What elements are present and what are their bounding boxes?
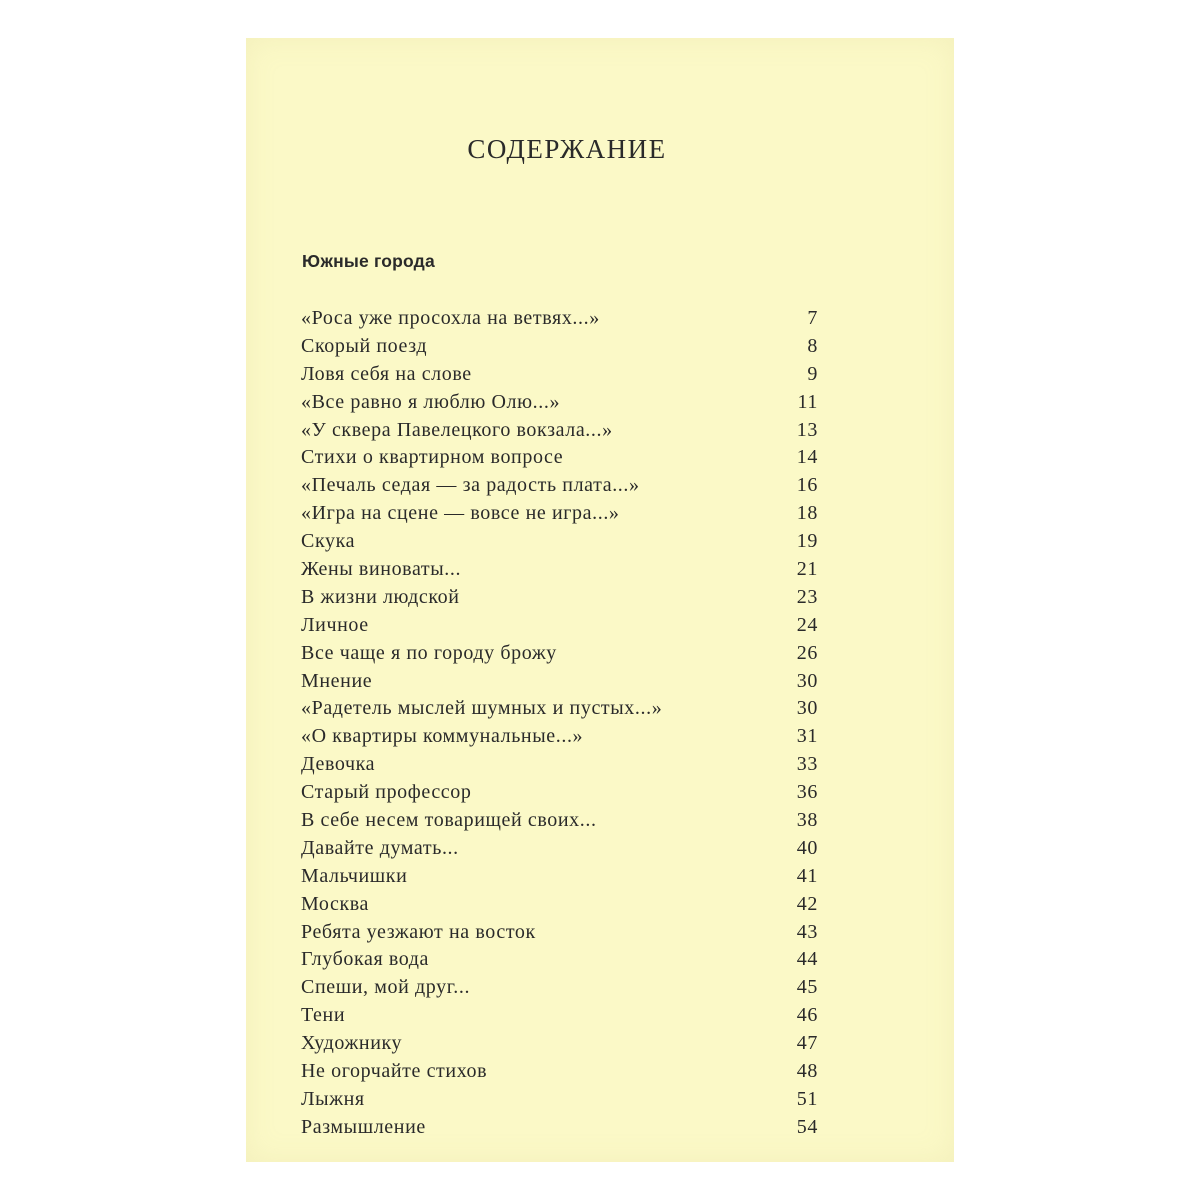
toc-entry-title: Давайте думать...	[301, 836, 459, 859]
toc-entry	[301, 807, 818, 835]
toc-entry	[301, 389, 818, 417]
toc-entry-page: 16	[796, 474, 818, 497]
toc-entry-title: Спеши, мой друг...	[301, 976, 471, 999]
toc-entry	[301, 723, 818, 751]
toc-entry-page: 45	[796, 976, 818, 999]
toc-entry-title: Размышление	[301, 1115, 426, 1138]
toc-entry-page: 21	[796, 558, 818, 581]
toc-entry	[301, 500, 818, 528]
toc-entry-title: Мальчишки	[301, 864, 408, 887]
toc-entry	[301, 1086, 818, 1114]
toc-entry	[301, 974, 818, 1002]
toc-entry-page: 33	[796, 753, 818, 776]
toc-entry	[301, 919, 818, 947]
toc-entry	[301, 333, 818, 361]
toc-entry-title: В себе несем товарищей своих...	[301, 809, 597, 832]
toc-entry-title: Глубокая вода	[301, 948, 430, 971]
toc-entry-title: Мнение	[301, 669, 373, 692]
toc-entry	[301, 1002, 818, 1030]
toc-entry	[301, 556, 818, 584]
toc-entry	[301, 612, 818, 640]
toc-entry-title: «О квартиры коммунальные...»	[301, 725, 584, 748]
toc-entry-page: 26	[796, 641, 818, 664]
toc-entry-title: «Роса уже просохла на ветвях...»	[301, 307, 600, 329]
toc-entry	[301, 695, 818, 723]
toc-entry	[301, 751, 818, 779]
toc-entry-title: «Печаль седая — за радость плата...»	[301, 474, 640, 497]
toc-entry-page: 51	[796, 1087, 818, 1110]
toc-entry-title: Стихи о квартирном вопросе	[301, 446, 564, 469]
section-title: Южные города	[302, 251, 435, 271]
toc-entry-page: 14	[796, 446, 818, 469]
toc-entry	[301, 472, 818, 500]
toc-entry-title: Девочка	[301, 753, 376, 776]
toc-entry-page: 46	[796, 1004, 818, 1027]
toc-entry	[301, 361, 818, 389]
toc-entry	[301, 1058, 818, 1086]
toc-entry	[301, 640, 818, 668]
toc-entry-page: 40	[796, 836, 818, 859]
toc-entry-title: Ловя себя на слове	[301, 362, 472, 385]
toc-entry-page: 54	[796, 1115, 818, 1138]
toc-entry-title: «Игра на сцене — вовсе не игра...»	[301, 502, 620, 525]
toc-entry-page: 30	[796, 697, 818, 720]
toc-entry	[301, 528, 818, 556]
toc-entry-title: Скорый поезд	[301, 334, 428, 357]
toc-entry-page: 47	[796, 1032, 818, 1055]
toc-entry-title: «Радетель мыслей шумных и пустых...»	[301, 697, 663, 720]
toc-entry-page: 19	[796, 530, 818, 553]
toc-entry	[301, 417, 818, 445]
toc-entry-page: 48	[796, 1060, 818, 1083]
toc-entry-title: В жизни людской	[301, 585, 460, 608]
toc-entry-page: 11	[797, 390, 818, 413]
toc-entry-title: «Все равно я люблю Олю...»	[301, 390, 561, 413]
toc-entry-page: 8	[807, 334, 818, 357]
toc-entry-title: Все чаще я по городу брожу	[301, 641, 557, 664]
toc-entry	[301, 444, 818, 472]
toc-entry	[301, 891, 818, 919]
toc-entry	[301, 1114, 818, 1142]
toc-entry-title: Лыжня	[301, 1087, 365, 1110]
toc-entry-title: Художнику	[301, 1032, 403, 1055]
toc-entry	[301, 1030, 818, 1058]
toc-entry-title: Ребята уезжают на восток	[301, 920, 536, 943]
toc-entry-page: 23	[796, 585, 818, 608]
toc-entry-title: Жены виноваты...	[301, 558, 462, 581]
toc-entry	[301, 305, 818, 333]
toc-entry-title: Тени	[301, 1004, 346, 1027]
toc-list	[301, 305, 818, 1142]
toc-entry-page: 43	[796, 920, 818, 943]
toc-entry-title: «У сквера Павелецкого вокзала...»	[301, 418, 613, 441]
toc-entry-page: 7	[807, 307, 818, 329]
toc-entry	[301, 863, 818, 891]
toc-entry-title: Москва	[301, 892, 370, 915]
toc-entry-page: 41	[796, 864, 818, 887]
toc-entry-page: 38	[796, 809, 818, 832]
toc-entry-page: 36	[796, 781, 818, 804]
toc-entry-page: 24	[796, 613, 818, 636]
toc-entry-page: 9	[807, 362, 818, 385]
toc-entry-page: 18	[796, 502, 818, 525]
toc-entry	[301, 946, 818, 974]
toc-entry	[301, 779, 818, 807]
toc-entry-title: Личное	[301, 613, 369, 636]
book-page	[246, 38, 954, 1162]
toc-entry-title: Скука	[301, 530, 356, 553]
toc-entry-title: Не огорчайте стихов	[301, 1060, 488, 1083]
toc-entry-title: Старый профессор	[301, 781, 472, 804]
toc-entry-page: 44	[796, 948, 818, 971]
toc-entry	[301, 835, 818, 863]
toc-entry-page: 42	[796, 892, 818, 915]
toc-entry	[301, 584, 818, 612]
contents-heading: СОДЕРЖАНИЕ	[467, 134, 667, 164]
toc-entry	[301, 668, 818, 696]
toc-entry-page: 30	[796, 669, 818, 692]
toc-entry-page: 13	[796, 418, 818, 441]
toc-entry-page: 31	[796, 725, 818, 748]
